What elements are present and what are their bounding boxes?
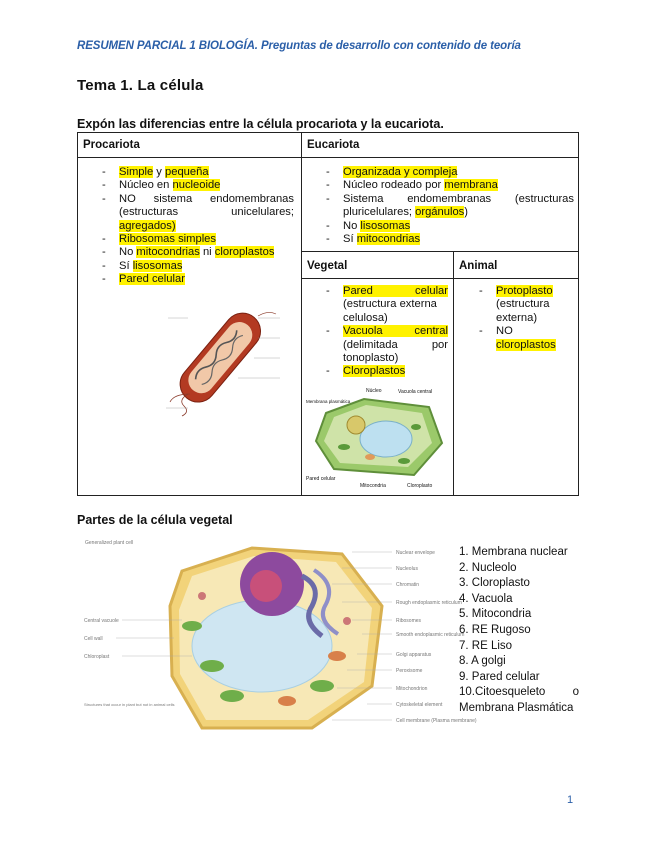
legend-item: 9. Pared celular	[459, 670, 540, 683]
svg-text:Nucleolus: Nucleolus	[396, 566, 418, 572]
svg-text:Cytoskeletal element: Cytoskeletal element	[396, 702, 443, 708]
list-item: - NO cloroplastos	[477, 325, 573, 352]
list-item: - No lisosomas	[324, 220, 574, 233]
list-item: - Protoplasto (estructura externa)	[477, 285, 573, 325]
document-header: RESUMEN PARCIAL 1 BIOLOGÍA. Preguntas de desarrollo con contenido de teoría	[77, 40, 521, 52]
svg-text:Cell wall: Cell wall	[84, 636, 103, 642]
svg-text:Central vacuole: Central vacuole	[84, 618, 119, 624]
list-item: - Núcleo en nucleoide	[100, 179, 294, 192]
parts-legend	[459, 545, 579, 717]
eucariota-header: Eucariota	[307, 139, 360, 151]
svg-text:Structures that occur in plant: Structures that occur in plant but not in animal cells	[84, 702, 175, 707]
eucariota-list	[324, 166, 574, 246]
list-item: - No mitocondrias ni cloroplastos	[100, 246, 294, 259]
topic-title: Tema 1. La célula	[77, 77, 204, 94]
svg-text:Núcleo: Núcleo	[366, 388, 382, 394]
svg-text:Generalized plant cell: Generalized plant cell	[85, 540, 134, 546]
list-item: - Simple y pequeña	[100, 166, 294, 179]
svg-text:Mitocondria: Mitocondria	[360, 483, 386, 489]
legend-item: 7. RE Liso	[459, 639, 513, 652]
svg-text:Golgi apparatus: Golgi apparatus	[396, 652, 432, 658]
svg-text:Peroxisome: Peroxisome	[396, 668, 423, 674]
page-number: 1	[567, 794, 574, 806]
list-item: - Cloroplastos	[324, 365, 448, 378]
svg-text:Membrana plasmática: Membrana plasmática	[306, 399, 351, 404]
animal-list	[477, 285, 573, 352]
section-title: Partes de la célula vegetal	[77, 513, 233, 527]
svg-text:Pared celular: Pared celular	[306, 476, 336, 482]
svg-text:Cloroplasto: Cloroplasto	[407, 483, 433, 489]
prokaryote-illustration	[158, 298, 288, 418]
legend-item: 4. Vacuola	[459, 592, 513, 605]
list-item: - Sí mitocondrias	[324, 233, 574, 246]
svg-text:Nuclear envelope: Nuclear envelope	[396, 550, 435, 556]
svg-text:Chromatin: Chromatin	[396, 582, 420, 588]
list-item: - Vacuola central (delimitada por tonoplasto)	[324, 325, 448, 365]
question-title: Expón las diferencias entre la célula procariota y la eucariota.	[77, 117, 444, 131]
list-item: - Pared celular (estructura externa celulosa)	[324, 285, 448, 325]
legend-item: 5. Mitocondria	[459, 608, 532, 621]
svg-text:Rough endoplasmic reticulum: Rough endoplasmic reticulum	[396, 600, 462, 606]
legend-item: 6. RE Rugoso	[459, 623, 531, 636]
list-item: - Ribosomas simples	[100, 233, 294, 246]
list-item: - Sistema endomembranas (estructuras pluricelulares; orgánulos)	[324, 193, 574, 220]
comparison-table	[77, 132, 579, 496]
list-item: - Sí lisosomas	[100, 260, 294, 273]
svg-text:Cell membrane (Plasma membrane: Cell membrane (Plasma membrane)	[396, 718, 477, 724]
plant-cell-diagram	[82, 536, 477, 736]
svg-text:Vacuola central: Vacuola central	[398, 389, 433, 395]
procariota-list	[100, 166, 294, 287]
legend-item: 10.Citoesqueleto o	[459, 686, 579, 699]
vegetal-list	[324, 285, 448, 379]
svg-text:Ribosomes: Ribosomes	[396, 618, 422, 624]
svg-text:Smooth endoplasmic reticulum: Smooth endoplasmic reticulum	[396, 632, 465, 638]
list-item: - NO sistema endomembranas (estructuras unicelulares; agregados)	[100, 193, 294, 233]
legend-item: 2. Nucleolo	[459, 561, 517, 574]
legend-item: 1. Membrana nuclear	[459, 546, 568, 558]
svg-text:Mitochondrion: Mitochondrion	[396, 686, 428, 692]
plant-cell-illustration	[304, 383, 452, 491]
list-item: - Organizada y compleja	[324, 166, 574, 179]
legend-item: Membrana Plasmática	[459, 701, 574, 714]
list-item: - Núcleo rodeado por membrana	[324, 179, 574, 192]
legend-item: 3. Cloroplasto	[459, 577, 530, 590]
vegetal-header: Vegetal	[307, 260, 348, 272]
legend-item: 8. A golgi	[459, 655, 506, 668]
list-item: - Pared celular	[100, 273, 294, 286]
procariota-header: Procariota	[83, 139, 140, 151]
svg-text:Chloroplast: Chloroplast	[84, 654, 110, 660]
animal-header: Animal	[459, 260, 498, 272]
